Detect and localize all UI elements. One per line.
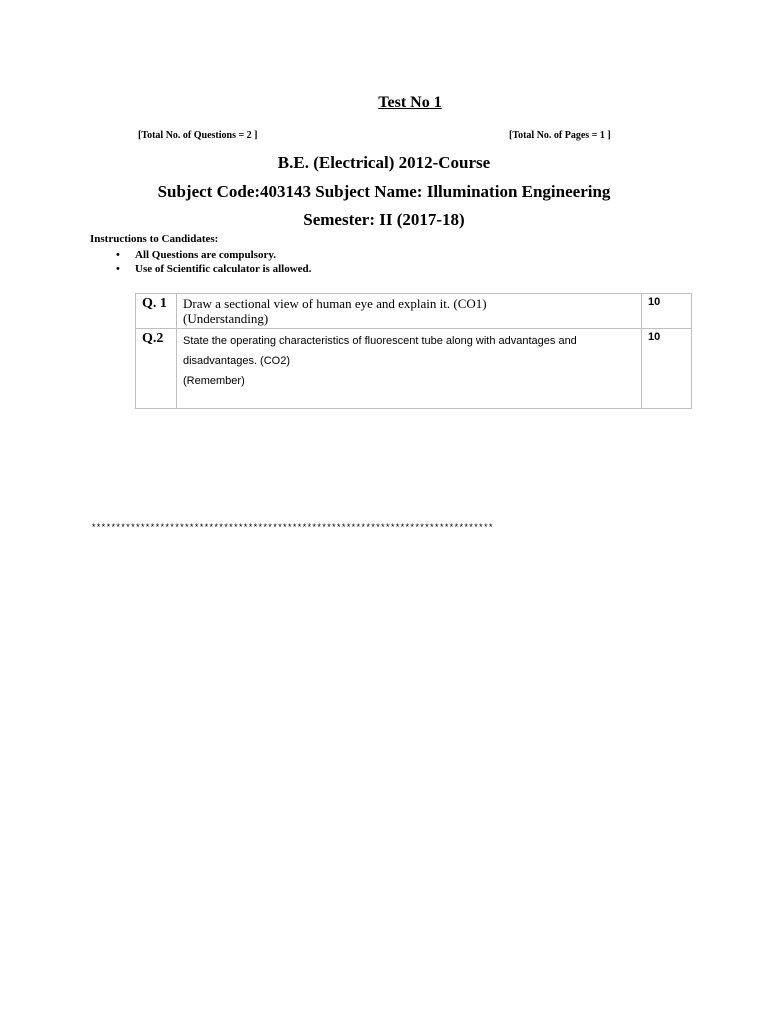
question-marks: 10 <box>642 329 692 409</box>
instructions-list <box>90 248 311 276</box>
instruction-text: All Questions are compulsory. <box>135 249 276 261</box>
bullet-icon: • <box>116 249 120 261</box>
semester-heading: Semester: II (2017-18) <box>303 210 465 229</box>
course-heading: B.E. (Electrical) 2012-Course <box>277 153 491 172</box>
subject-heading: Subject Code:403143 Subject Name: Illumination Engineering <box>157 182 611 201</box>
total-pages: [Total No. of Pages = 1 ] <box>509 130 611 141</box>
question-cell <box>177 294 642 329</box>
question-level: (Remember) <box>183 375 245 387</box>
total-questions: [Total No. of Questions = 2 ] <box>138 130 258 141</box>
table-row <box>136 329 692 409</box>
questions-table <box>135 293 692 409</box>
question-text: Draw a sectional view of human eye and explain it. (CO1) <box>183 296 487 311</box>
question-cell <box>177 329 642 409</box>
end-marker: ********************************************************************************** <box>91 523 493 533</box>
instructions-title: Instructions to Candidates: <box>90 233 219 245</box>
question-number: Q.2 <box>136 329 177 409</box>
instruction-item <box>90 248 311 262</box>
instruction-item <box>90 262 311 276</box>
question-number: Q. 1 <box>136 294 177 329</box>
question-marks: 10 <box>642 294 692 329</box>
table-row <box>136 294 692 329</box>
question-text: State the operating characteristics of fluorescent tube along with advantages and disadvantages. (CO2) <box>183 335 577 367</box>
test-title: Test No 1 <box>378 94 442 111</box>
bullet-icon: • <box>116 263 120 275</box>
question-level: (Understanding) <box>183 311 269 326</box>
instruction-text: Use of Scientific calculator is allowed. <box>135 263 312 275</box>
